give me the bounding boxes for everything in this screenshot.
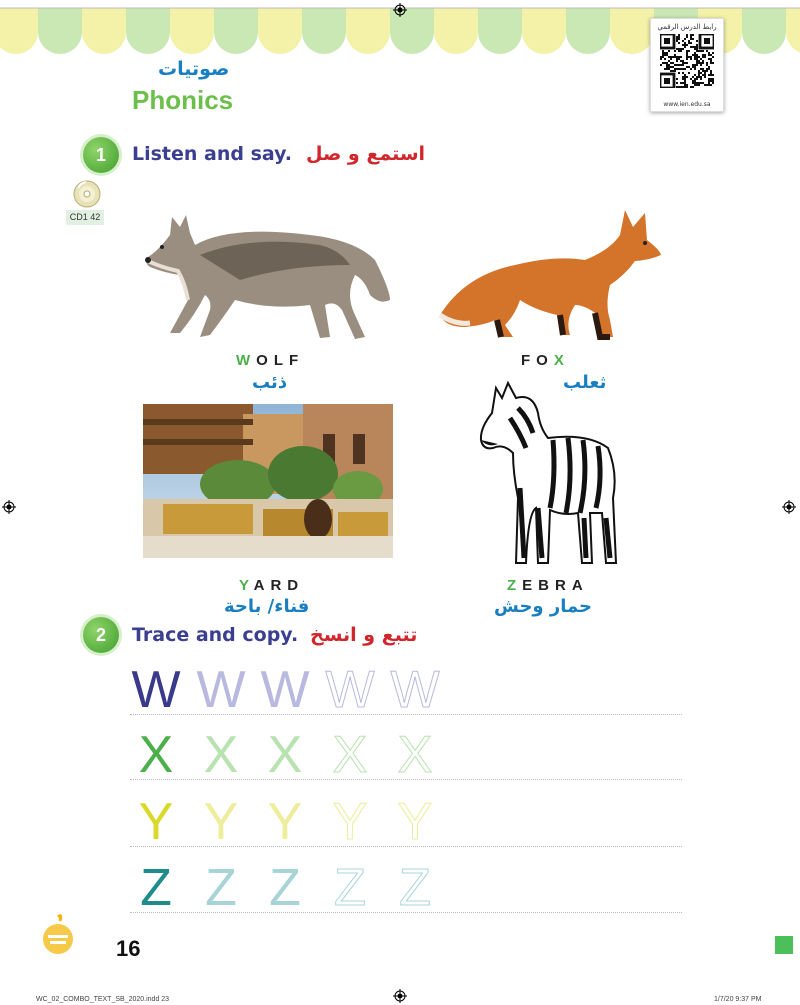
exercise-2-instruction-arabic: تتبع و انسخ bbox=[310, 624, 418, 646]
word-zebra bbox=[507, 577, 589, 594]
footer-timestamp: 1/7/20 9:37 PM bbox=[714, 996, 762, 1003]
trace-letter[interactable]: Z bbox=[334, 859, 366, 917]
header-scallop bbox=[38, 10, 82, 54]
header-scallop bbox=[478, 10, 522, 54]
qr-code-card[interactable] bbox=[650, 18, 724, 112]
exercise-1-badge: 1 bbox=[83, 137, 119, 173]
yard-image bbox=[143, 404, 393, 558]
word-rest: ARD bbox=[253, 577, 305, 594]
trace-letter[interactable]: Y bbox=[332, 793, 368, 851]
word-highlight-letter: Z bbox=[507, 577, 523, 594]
word-wolf-arabic: ذئب bbox=[252, 372, 288, 393]
trace-letter[interactable]: Z bbox=[399, 859, 431, 917]
trace-letter[interactable]: Y bbox=[267, 793, 303, 851]
registration-mark-icon bbox=[393, 3, 407, 17]
footer-file-info: WC_02_COMBO_TEXT_SB_2020.indd 23 bbox=[36, 996, 170, 1003]
exercise-1-instruction-arabic: استمع و صل bbox=[306, 143, 426, 165]
audio-track-button[interactable] bbox=[66, 178, 104, 226]
exercise-2-instruction: Trace and copy. bbox=[132, 624, 299, 646]
registration-mark-icon bbox=[782, 500, 796, 514]
corner-marker bbox=[775, 936, 793, 954]
zebra-image bbox=[478, 378, 620, 568]
word-rest: FO bbox=[521, 352, 554, 369]
header-scallop bbox=[522, 10, 566, 54]
header-scallop bbox=[302, 10, 346, 54]
qr-url: www.ien.edu.sa bbox=[663, 101, 711, 108]
header-scallop bbox=[258, 10, 302, 54]
trace-letter[interactable]: X bbox=[267, 726, 303, 784]
header-scallop bbox=[170, 10, 214, 54]
trace-guide-line bbox=[130, 846, 682, 847]
trace-letter[interactable]: Z bbox=[269, 859, 301, 917]
page-number: 16 bbox=[116, 936, 141, 961]
header-scallop bbox=[434, 10, 478, 54]
trace-guide-line bbox=[130, 714, 682, 715]
word-yard bbox=[239, 577, 304, 594]
header-scallop bbox=[214, 10, 258, 54]
wolf-image bbox=[140, 205, 395, 345]
cd-icon bbox=[72, 178, 102, 210]
trace-letter[interactable]: W bbox=[260, 661, 310, 719]
header-scallop bbox=[742, 10, 786, 54]
trace-letter-model: X bbox=[138, 726, 174, 784]
trace-letter[interactable]: W bbox=[390, 661, 440, 719]
trace-letter[interactable]: X bbox=[332, 726, 368, 784]
trace-letter[interactable]: Y bbox=[203, 793, 239, 851]
trace-letter[interactable]: Z bbox=[205, 859, 237, 917]
word-fox-arabic: ثعلب bbox=[563, 372, 607, 393]
header-scallop bbox=[566, 10, 610, 54]
word-rest: OLF bbox=[256, 352, 305, 369]
qr-code-icon[interactable] bbox=[660, 34, 714, 88]
fox-image bbox=[435, 205, 665, 345]
trace-letter[interactable]: X bbox=[203, 726, 239, 784]
header-scallop bbox=[126, 10, 170, 54]
word-rest: EBRA bbox=[522, 577, 589, 594]
trace-guide-line bbox=[130, 779, 682, 780]
word-wolf bbox=[236, 352, 304, 369]
exercise-1-instruction: Listen and say. bbox=[132, 143, 293, 165]
title-arabic: صوتيات bbox=[158, 58, 230, 80]
trace-letter[interactable]: Y bbox=[397, 793, 433, 851]
registration-mark-icon bbox=[393, 989, 407, 1003]
word-highlight-letter: W bbox=[236, 352, 257, 369]
trace-letter[interactable]: X bbox=[397, 726, 433, 784]
header-scallop bbox=[610, 10, 654, 54]
trace-guide-line bbox=[130, 912, 682, 913]
header-scallop bbox=[82, 10, 126, 54]
page-title: Phonics bbox=[132, 85, 234, 115]
registration-mark-icon bbox=[2, 500, 16, 514]
word-yard-arabic: فناء/ باحة bbox=[224, 596, 310, 617]
publisher-logo-icon bbox=[40, 913, 76, 957]
header-scallop bbox=[346, 10, 390, 54]
trace-letter[interactable]: W bbox=[325, 661, 375, 719]
trace-letter-model: Y bbox=[138, 793, 174, 851]
qr-caption: رابط الدرس الرقمي bbox=[657, 23, 717, 31]
word-zebra-arabic: حمار وحش bbox=[494, 596, 593, 617]
trace-letter-model: W bbox=[131, 661, 181, 719]
trace-letter-model: Z bbox=[140, 859, 172, 917]
audio-track-label: CD1 42 bbox=[66, 210, 104, 225]
exercise-2-badge: 2 bbox=[83, 617, 119, 653]
trace-letter[interactable]: W bbox=[196, 661, 246, 719]
word-fox bbox=[521, 352, 570, 369]
word-highlight-letter: Y bbox=[239, 577, 254, 594]
word-highlight-letter: X bbox=[553, 352, 570, 369]
